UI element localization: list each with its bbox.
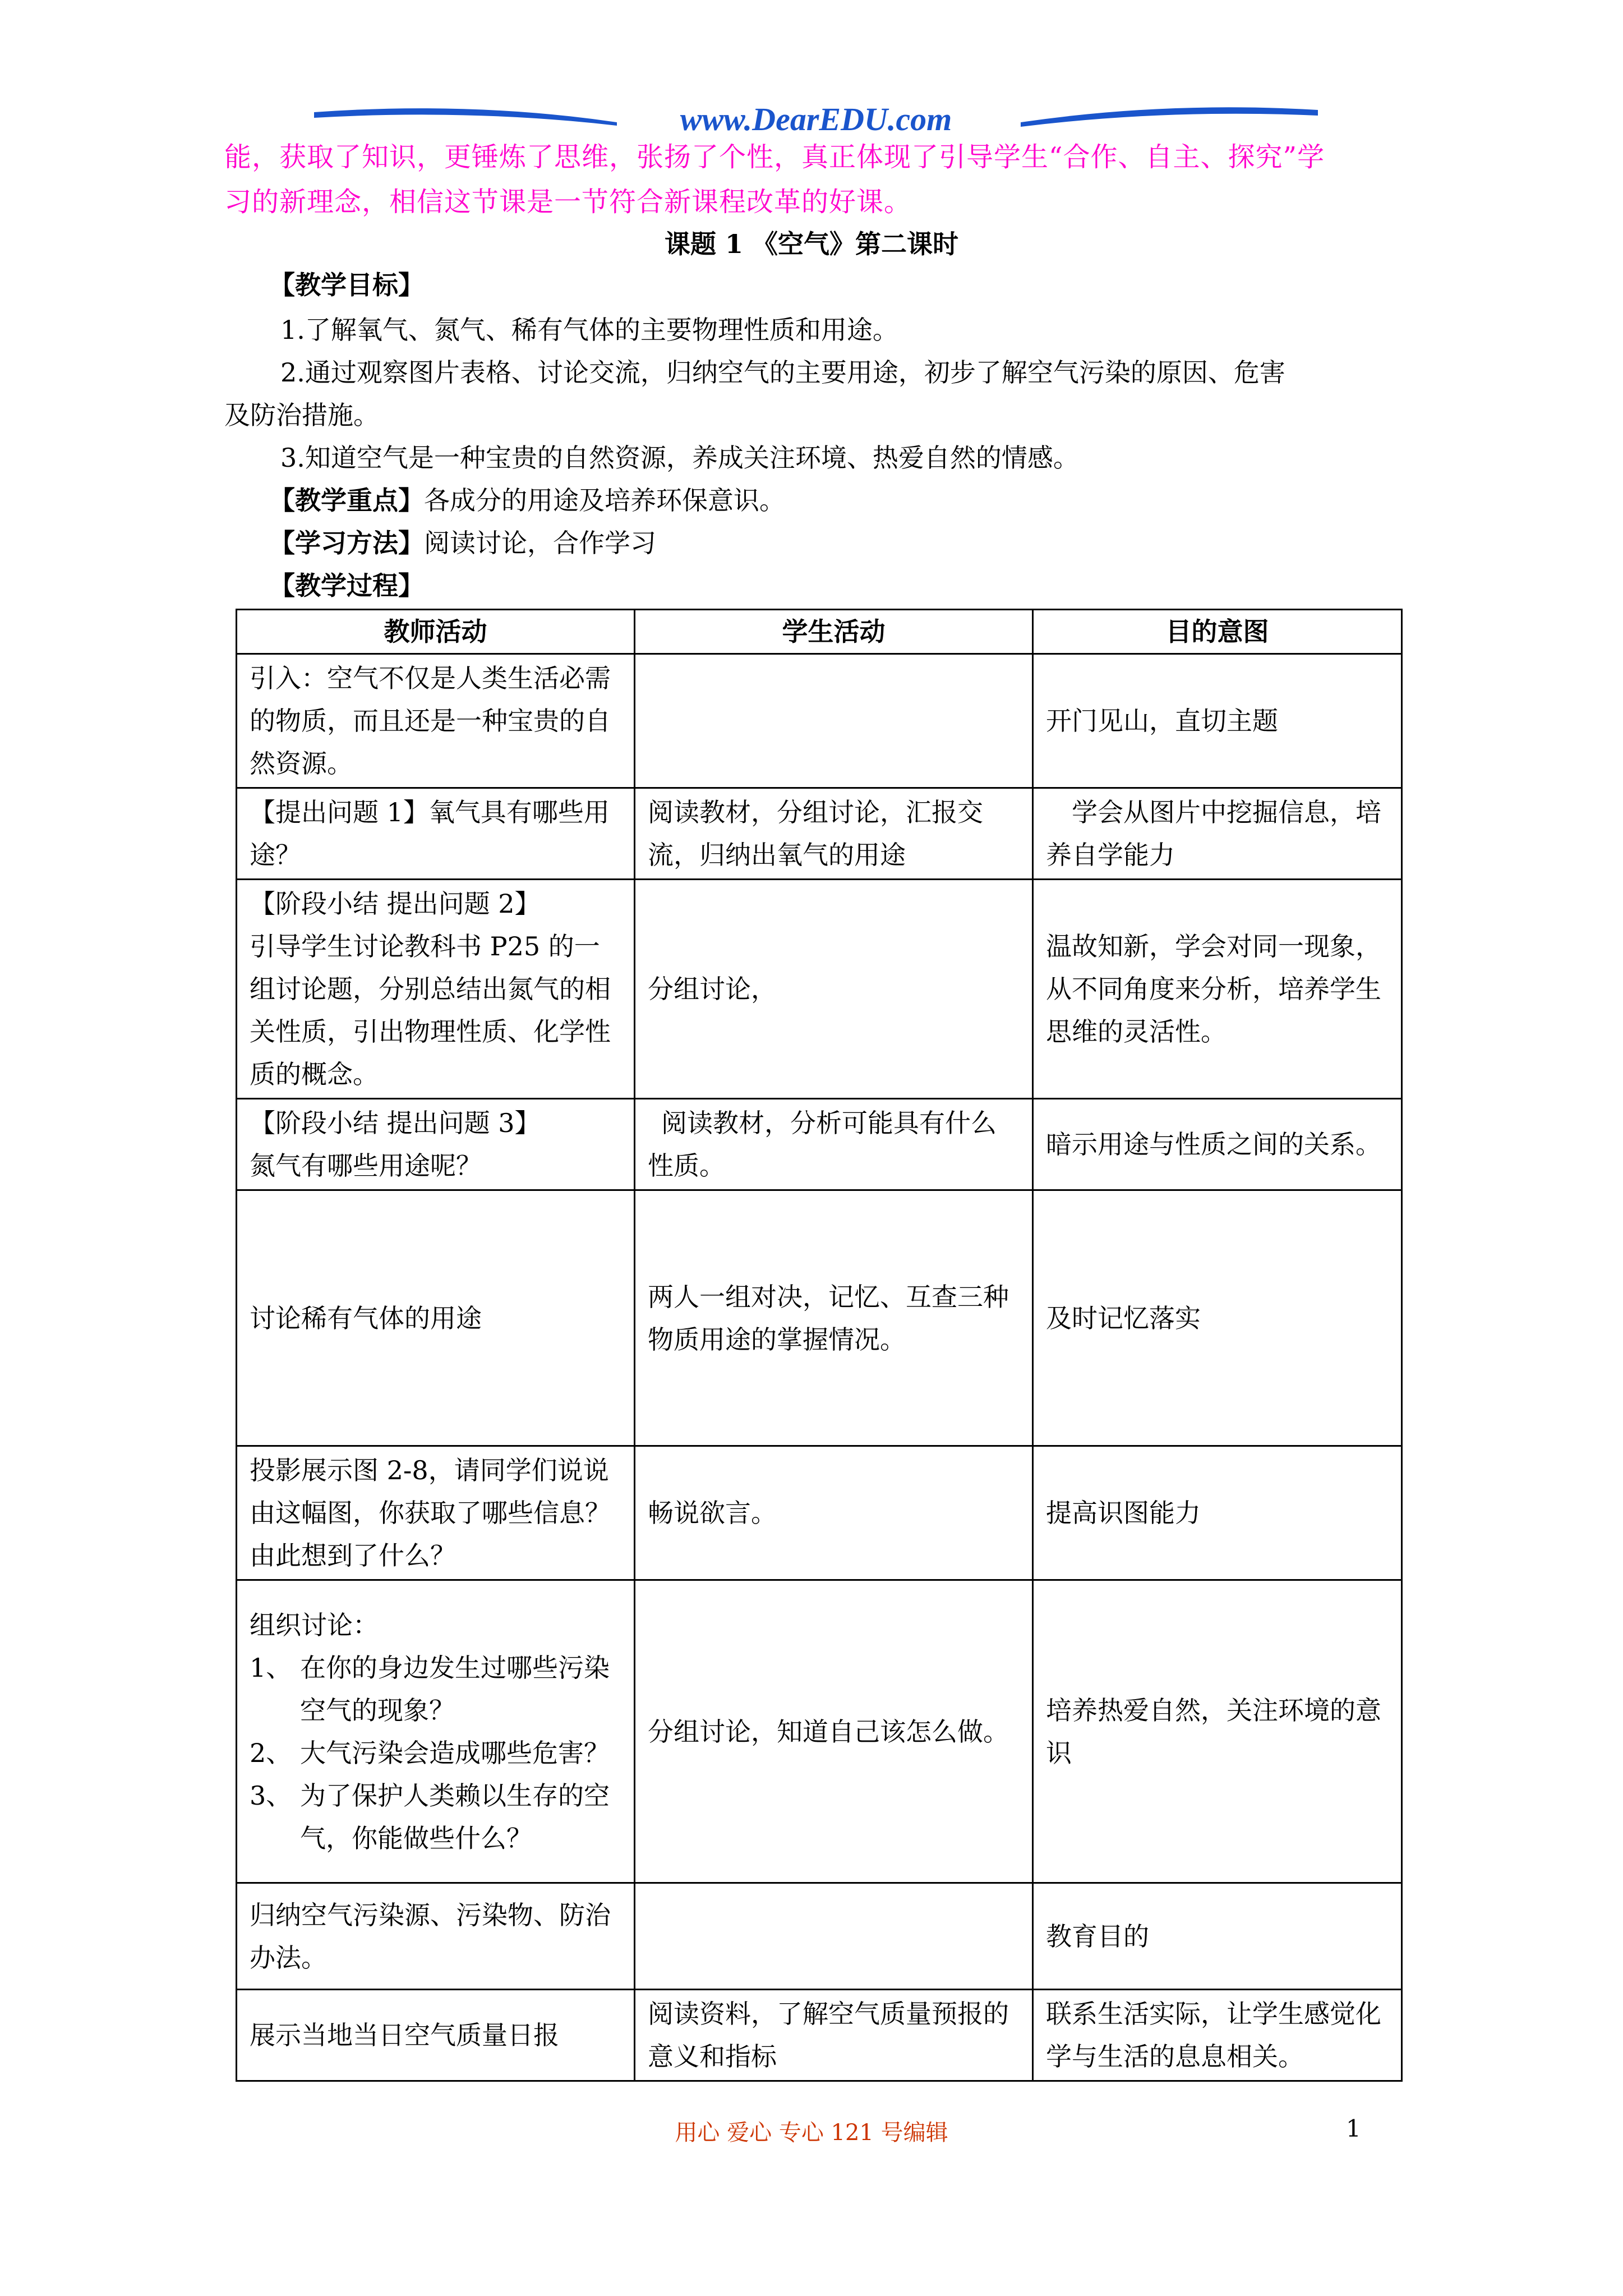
table-row: [237, 1190, 1402, 1446]
cell-student: 分组讨论，知道自己该怎么做。: [635, 1580, 1033, 1883]
intro-line-1: 能，获取了知识，更锤炼了思维，张扬了个性，真正体现了引导学生“合作、自主、探究”学: [224, 141, 1325, 173]
list-item: [250, 1774, 621, 1860]
list-item-number: 1、: [250, 1652, 292, 1683]
table-row: [237, 654, 1402, 788]
cell-teacher: 【提出问题 1】氧气具有哪些用途？: [237, 788, 635, 880]
cell-teacher-body: 引导学生讨论教科书 P25 的一组讨论题，分别总结出氮气的相关性质，引出物理性质、化学性质的概念。: [250, 931, 611, 1089]
cell-student: [635, 1883, 1033, 1990]
list-item-number: 3、: [250, 1780, 292, 1811]
table-row: [237, 880, 1402, 1099]
objectives-heading: 【教学目标】: [269, 270, 424, 300]
cell-student: 两人一组对决，记忆、互查三种物质用途的掌握情况。: [635, 1190, 1033, 1446]
table-row: [237, 1883, 1402, 1990]
objective-2-cont: 及防治措施。: [224, 400, 379, 430]
header-brand-text: www.DearEDU.com: [680, 101, 952, 137]
cell-teacher-title: 组织讨论：: [250, 1609, 379, 1640]
footer-text: 用心 爱心 专心 121 号编辑: [675, 2120, 948, 2146]
cell-teacher: [237, 1099, 635, 1190]
cell-teacher-title: 【阶段小结 提出问题 3】: [250, 1108, 541, 1138]
table-row: [237, 1446, 1402, 1580]
method-text: 阅读讨论，合作学习: [424, 528, 656, 558]
cell-purpose: 暗示用途与性质之间的关系。: [1033, 1099, 1402, 1190]
table-header-row: [237, 610, 1402, 654]
intro-line-2: 习的新理念，相信这节课是一节符合新课程改革的好课。: [224, 186, 912, 218]
cell-teacher: 归纳空气污染源、污染物、防治办法。: [237, 1883, 635, 1990]
objective-3: 3.知道空气是一种宝贵的自然资源，养成关注环境、热爱自然的情感。: [280, 443, 1079, 473]
cell-purpose: 开门见山，直切主题: [1033, 654, 1402, 788]
cell-student: 分组讨论，: [635, 880, 1033, 1099]
cell-purpose: 提高识图能力: [1033, 1446, 1402, 1580]
cell-purpose: 温故知新，学会对同一现象，从不同角度来分析，培养学生思维的灵活性。: [1033, 880, 1402, 1099]
cell-teacher: 讨论稀有气体的用途: [237, 1190, 635, 1446]
cell-student: 阅读资料，了解空气质量预报的意义和指标: [635, 1990, 1033, 2081]
cell-teacher: 引入：空气不仅是人类生活必需的物质，而且还是一种宝贵的自然资源。: [237, 654, 635, 788]
key-point-line: [224, 479, 1453, 522]
cell-purpose: 培养热爱自然，关注环境的意识: [1033, 1580, 1402, 1883]
list-item: [250, 1646, 621, 1732]
cell-teacher: 投影展示图 2-8，请同学们说说由这幅图，你获取了哪些信息？由此想到了什么？: [237, 1446, 635, 1580]
cell-student: 畅说欲言。: [635, 1446, 1033, 1580]
cell-student: [635, 654, 1033, 788]
objective-1: 1.了解氧气、氮气、稀有气体的主要物理性质和用途。: [280, 315, 898, 345]
header-student: 学生活动: [635, 610, 1033, 654]
page-number: 1: [1346, 2115, 1361, 2142]
list-item-text: 为了保护人类赖以生存的空气，你能做些什么？: [300, 1780, 610, 1853]
table-row: [237, 1099, 1402, 1190]
cell-purpose: 联系生活实际，让学生感觉化学与生活的息息相关。: [1033, 1990, 1402, 2081]
header-teacher: 教师活动: [237, 610, 635, 654]
cell-teacher: [237, 1580, 635, 1883]
cell-teacher: [237, 880, 635, 1099]
cell-teacher: 展示当地当日空气质量日报: [237, 1990, 635, 2081]
lesson-title: 课题 1 《空气》第二课时: [664, 229, 959, 259]
header-purpose: 目的意图: [1033, 610, 1402, 654]
process-heading: 【教学过程】: [269, 570, 424, 601]
teaching-process-table: [236, 609, 1403, 2082]
method-line: [224, 522, 1453, 564]
table-row: [237, 1580, 1402, 1883]
key-point-label: 【教学重点】: [269, 485, 424, 516]
cell-purpose: 学会从图片中挖掘信息，培养自学能力: [1033, 788, 1402, 880]
list-item-text: 大气污染会造成哪些危害？: [300, 1737, 610, 1768]
list-item-text: 在你的身边发生过哪些污染空气的现象？: [300, 1652, 610, 1726]
list-item-number: 2、: [250, 1737, 292, 1768]
discussion-list: [250, 1646, 621, 1860]
list-item: [250, 1732, 621, 1774]
cell-purpose: 及时记忆落实: [1033, 1190, 1402, 1446]
intro-paragraph: [224, 135, 1408, 224]
table-row: [237, 1990, 1402, 2081]
cell-teacher-title: 【阶段小结 提出问题 2】: [250, 889, 541, 919]
method-label: 【学习方法】: [269, 528, 424, 558]
cell-teacher-body: 氮气有哪些用途呢？: [250, 1151, 482, 1181]
table-row: [237, 788, 1402, 880]
cell-student: 阅读教材，分组讨论，汇报交流，归纳出氧气的用途: [635, 788, 1033, 880]
objective-2: 2.通过观察图片表格、讨论交流，归纳空气的主要用途，初步了解空气污染的原因、危害: [280, 357, 1285, 388]
key-point-text: 各成分的用途及培养环保意识。: [424, 485, 785, 516]
cell-purpose: 教育目的: [1033, 1883, 1402, 1990]
cell-student: 阅读教材，分析可能具有什么性质。: [635, 1099, 1033, 1190]
